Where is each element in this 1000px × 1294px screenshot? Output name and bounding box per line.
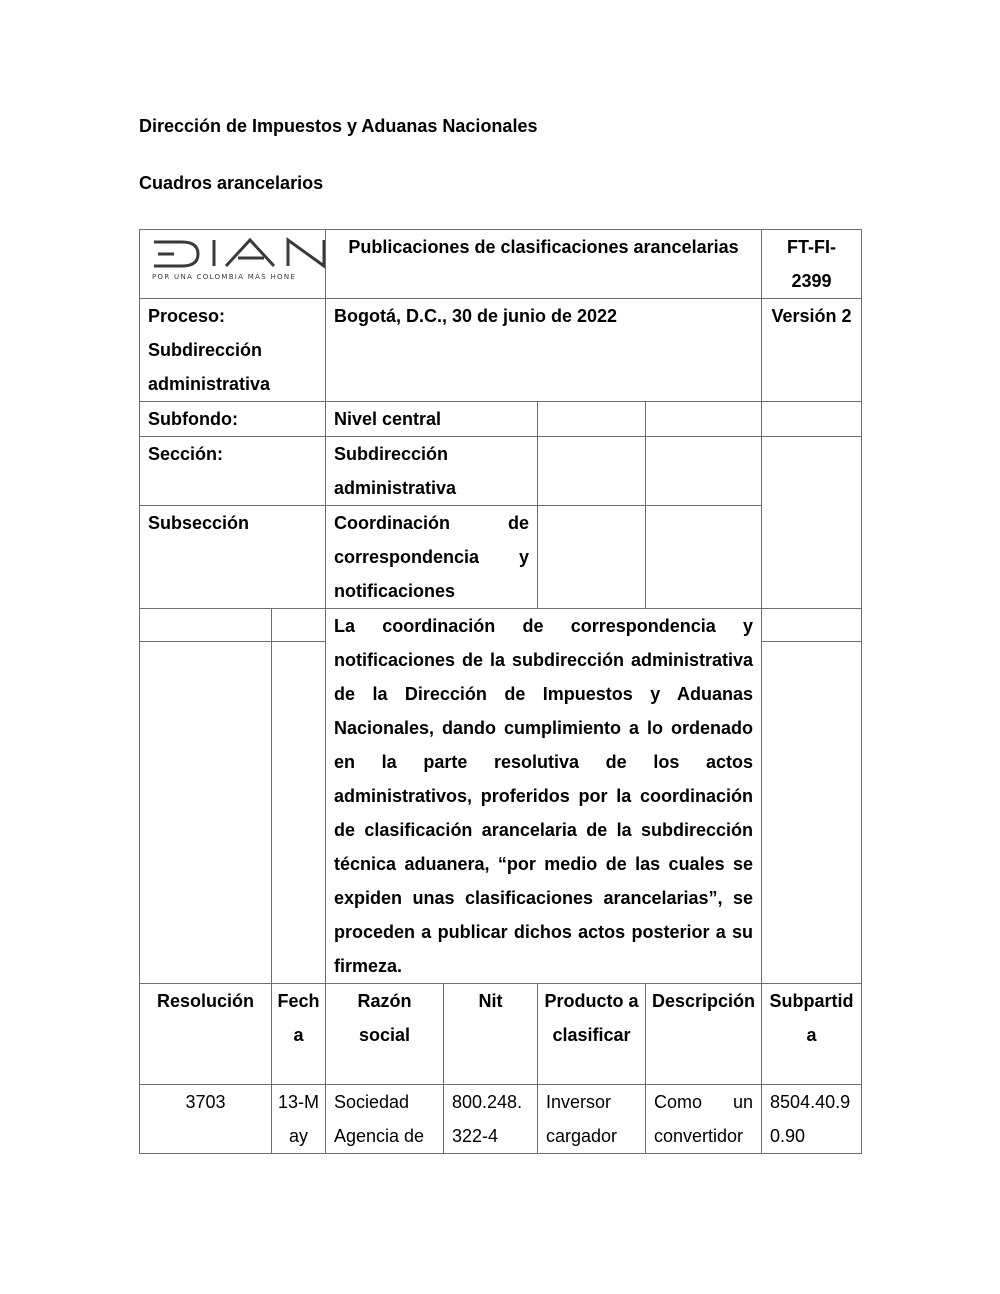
subfondo-value: Nivel central	[326, 402, 538, 437]
cell-fecha: 13-May	[272, 1085, 326, 1154]
empty-cell	[272, 642, 326, 984]
subfondo-label: Subfondo:	[140, 402, 326, 437]
form-code: FT-FI-2399	[762, 230, 862, 299]
empty-cell	[538, 402, 646, 437]
column-header-fecha: Fecha	[272, 984, 326, 1085]
section-heading: Cuadros arancelarios	[139, 173, 324, 193]
logo-cell	[140, 230, 326, 299]
cell-resolucion: 3703	[140, 1085, 272, 1154]
table-row	[140, 1085, 862, 1154]
empty-cell	[646, 402, 762, 437]
empty-cell	[762, 609, 862, 642]
seccion-value: Subdirección administrativa	[326, 437, 538, 506]
empty-cell	[646, 437, 762, 506]
publication-statement: La coordinación de correspondencia y notificaciones de la subdirección administrativa de la Dirección de Impuestos y Aduanas Nacionales, dando cumplimiento a lo ordenado en la parte resolutiva de los actos administrativos, proferidos por la coordinación de clasificación arancelaria de la subdirección técnica aduanera, “por medio de las cuales se expiden unas clasificaciones arancelarias”, se proceden a publicar dichos actos posterior a su firmeza.	[326, 609, 762, 984]
column-header-razon-social: Razón social	[326, 984, 444, 1085]
organization-heading: Dirección de Impuestos y Aduanas Nacionales	[139, 116, 538, 136]
cell-producto: Inversor cargador	[538, 1085, 646, 1154]
subseccion-value: Coordinación de correspondencia y notificaciones	[326, 506, 538, 609]
subseccion-label: Subsección	[140, 506, 326, 609]
tariff-publication-table	[139, 229, 862, 1154]
column-header-row	[140, 984, 862, 1085]
dian-logo	[140, 230, 326, 297]
cell-descripcion: Como un convertidor	[646, 1085, 762, 1154]
empty-cell	[762, 437, 862, 609]
empty-cell	[140, 609, 272, 642]
empty-cell	[762, 642, 862, 984]
column-header-subpartida: Subpartida	[762, 984, 862, 1085]
place-date: Bogotá, D.C., 30 de junio de 2022	[326, 299, 762, 402]
process-label: Proceso: Subdirección administrativa	[140, 299, 326, 402]
empty-cell	[538, 506, 646, 609]
empty-cell	[762, 402, 862, 437]
column-header-producto: Producto a clasificar	[538, 984, 646, 1085]
dian-logo-icon	[152, 234, 326, 292]
svg-text:POR UNA COLOMBIA MÁS HONE: POR UNA COLOMBIA MÁS HONE	[152, 273, 297, 281]
seccion-label: Sección:	[140, 437, 326, 506]
version-label: Versión 2	[762, 299, 862, 402]
empty-cell	[140, 642, 272, 984]
cell-subpartida: 8504.40.90.90	[762, 1085, 862, 1154]
empty-cell	[538, 437, 646, 506]
column-header-nit: Nit	[444, 984, 538, 1085]
column-header-resolucion: Resolución	[140, 984, 272, 1085]
form-title: Publicaciones de clasificaciones arancelarias	[326, 230, 762, 299]
empty-cell	[646, 506, 762, 609]
empty-cell	[272, 609, 326, 642]
cell-nit: 800.248.322-4	[444, 1085, 538, 1154]
column-header-descripcion: Descripción	[646, 984, 762, 1085]
cell-razon-social: Sociedad Agencia de	[326, 1085, 444, 1154]
